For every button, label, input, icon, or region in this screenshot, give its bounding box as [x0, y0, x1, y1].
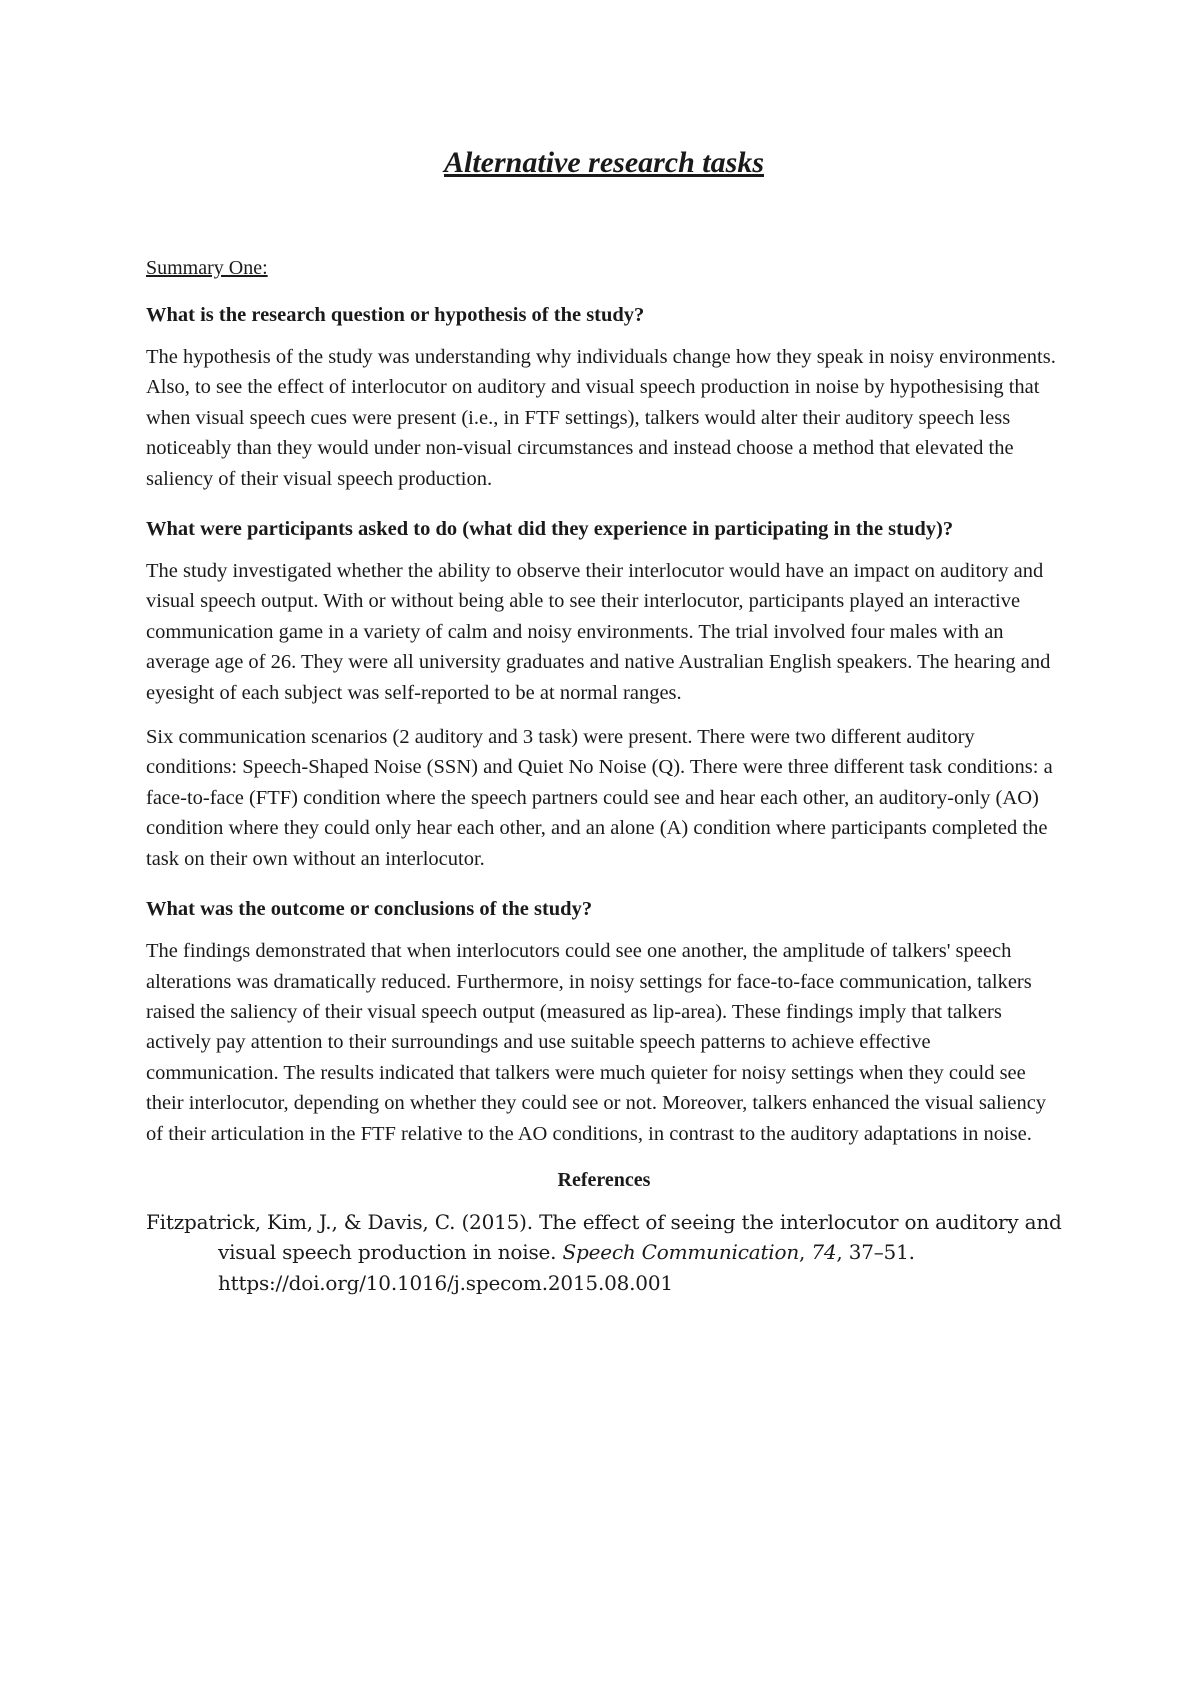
- section-2-paragraph-1: The study investigated whether the ability to observe their interlocutor would have an impact on auditory and visual speech output. With or without being able to see their interlocutor, participants played an interactive communication game in a variety of calm and noisy environments. The trial involved four males with an average age of 26. They were all university graduates and native Australian English speakers. The hearing and eyesight of each subject was self-reported to be at normal ranges.: [146, 560, 1051, 704]
- summary-label: Summary One:: [146, 257, 268, 279]
- section-1-question: What is the research question or hypothesis of the study?: [146, 304, 645, 326]
- reference-pages-doi: , 37–51. https://doi.org/10.1016/j.specom.2015.08.001: [218, 1240, 915, 1295]
- section-2-paragraph-2: Six communication scenarios (2 auditory and 3 task) were present. There were two different auditory conditions: Speech-Shaped Noise (SSN) and Quiet No Noise (Q). There were three different task conditions: a face-to-face (FTF) condition where the speech partners could see and hear each other, an auditory-only (AO) condition where they could only hear each other, and an alone (A) condition where participants completed the task on their own without an interlocutor.: [146, 726, 1053, 870]
- document-page: [146, 140, 1062, 1298]
- section-1-paragraph: The hypothesis of the study was understanding why individuals change how they speak in noisy environments. Also, to see the effect of interlocutor on auditory and visual speech production in noise by hypothesising that when visual speech cues were present (i.e., in FTF settings), talkers would alter their auditory speech less noticeably than they would under non-visual circumstances and instead choose a method that elevated the saliency of their visual speech production.: [146, 346, 1056, 490]
- section-2-question: What were participants asked to do (what did they experience in participating in the study)?: [146, 518, 954, 541]
- reference-authors-title: Fitzpatrick, Kim, J., & Davis, C. (2015). The effect of seeing the interlocutor on auditory and visual speech production in noise.: [146, 1209, 1062, 1265]
- references-heading: References: [557, 1168, 651, 1191]
- section-3-question: What was the outcome or conclusions of the study?: [146, 898, 593, 921]
- reference-separator: ,: [799, 1240, 812, 1265]
- reference-journal: Speech Communication: [562, 1240, 799, 1265]
- section-3-paragraph: The findings demonstrated that when interlocutors could see one another, the amplitude of talkers' speech alterations was dramatically reduced. Furthermore, in noisy settings for face-to-face communication, talkers raised the saliency of their visual speech output (measured as lip-area). These findings imply that talkers actively pay attention to their surroundings and use suitable speech patterns to achieve effective communication. The results indicated that talkers were much quieter for noisy settings when they could see their interlocutor, depending on whether they could see or not. Moreover, talkers enhanced the visual saliency of their articulation in the FTF relative to the AO conditions, in contrast to the auditory adaptations in noise.: [146, 940, 1047, 1145]
- document-title: Alternative research tasks: [444, 146, 764, 179]
- reference-entry: [146, 1207, 1062, 1298]
- reference-volume: 74: [811, 1240, 837, 1265]
